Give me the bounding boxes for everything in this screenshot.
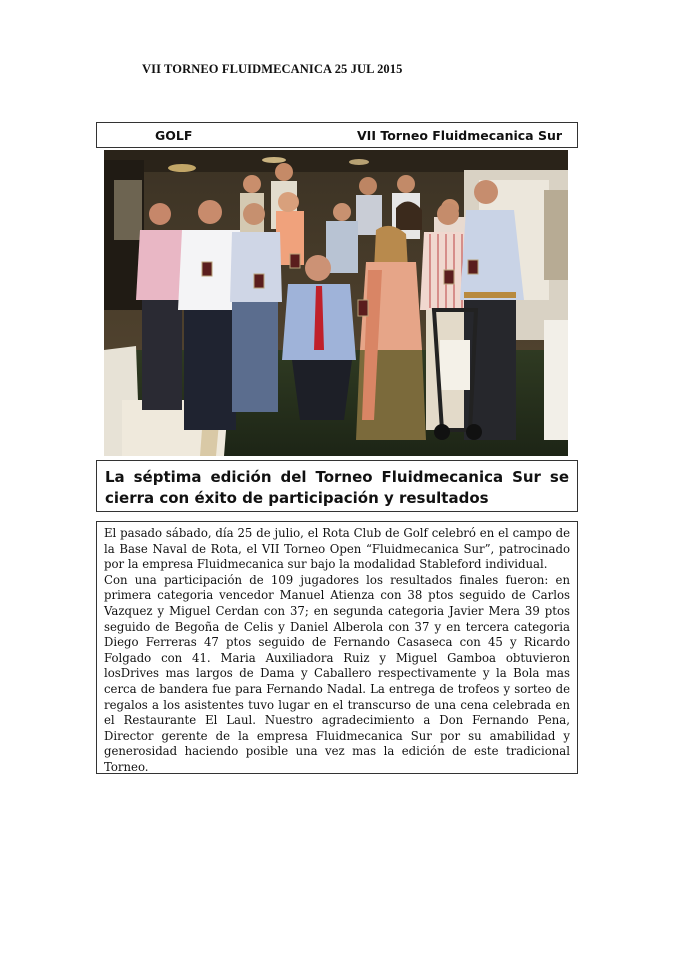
body-paragraph-2: Con una participación de 109 jugadores los resultados finales fueron: en primera categoria vencedor Manuel Atienza con 38 ptos seguido de Carlos Vazquez y Miguel Cerdan con 37; en segunda categoria Javier Mera 39 ptos seguido de Begoña de Celis y Daniel Alberola con 37 y en tercera categoria Diego Ferreras 47 ptos seguido de Fernando Casaseca con 45 y Ricardo Folgado con 41. Maria Auxiliadora Ruiz y Miguel Gamboa obtuvieron losDrives mas largos de Dama y Caballero respectivamente y la Bola mas cerca de bandera fue para Fernando Nadal. La entrega de trofeos y sorteo de regalos a los asistentes tuvo lugar en el transcurso de una cena celebrada en el Restaurante El Laul. Nuestro agradecimiento a Don Fernando Pena, Director gerente de la empresa Fluidmecanica Sur por su amabilidad y generosidad haciendo posible una vez mas la edición de este tradicional Torneo. xyxy=(104,572,570,774)
section-label-golf: GOLF xyxy=(155,128,193,143)
group-photo-illustration xyxy=(104,150,568,456)
section-label-tournament: VII Torneo Fluidmecanica Sur xyxy=(357,128,563,143)
article-headline: La séptima edición del Torneo Fluidmecanica Sur se cierra con éxito de participación y resultados xyxy=(96,460,578,512)
section-header-bar xyxy=(96,122,578,148)
document-title: VII TORNEO FLUIDMECANICA 25 JUL 2015 xyxy=(142,62,403,76)
group-photo xyxy=(104,150,568,456)
article-body xyxy=(96,521,578,774)
body-paragraph-1: El pasado sábado, día 25 de julio, el Rota Club de Golf celebró en el campo de la Base Naval de Rota, el VII Torneo Open “Fluidmecanica Sur”, patrocinado por la empresa Fluidmecanica sur bajo la modalidad Stableford individual. xyxy=(104,526,570,572)
